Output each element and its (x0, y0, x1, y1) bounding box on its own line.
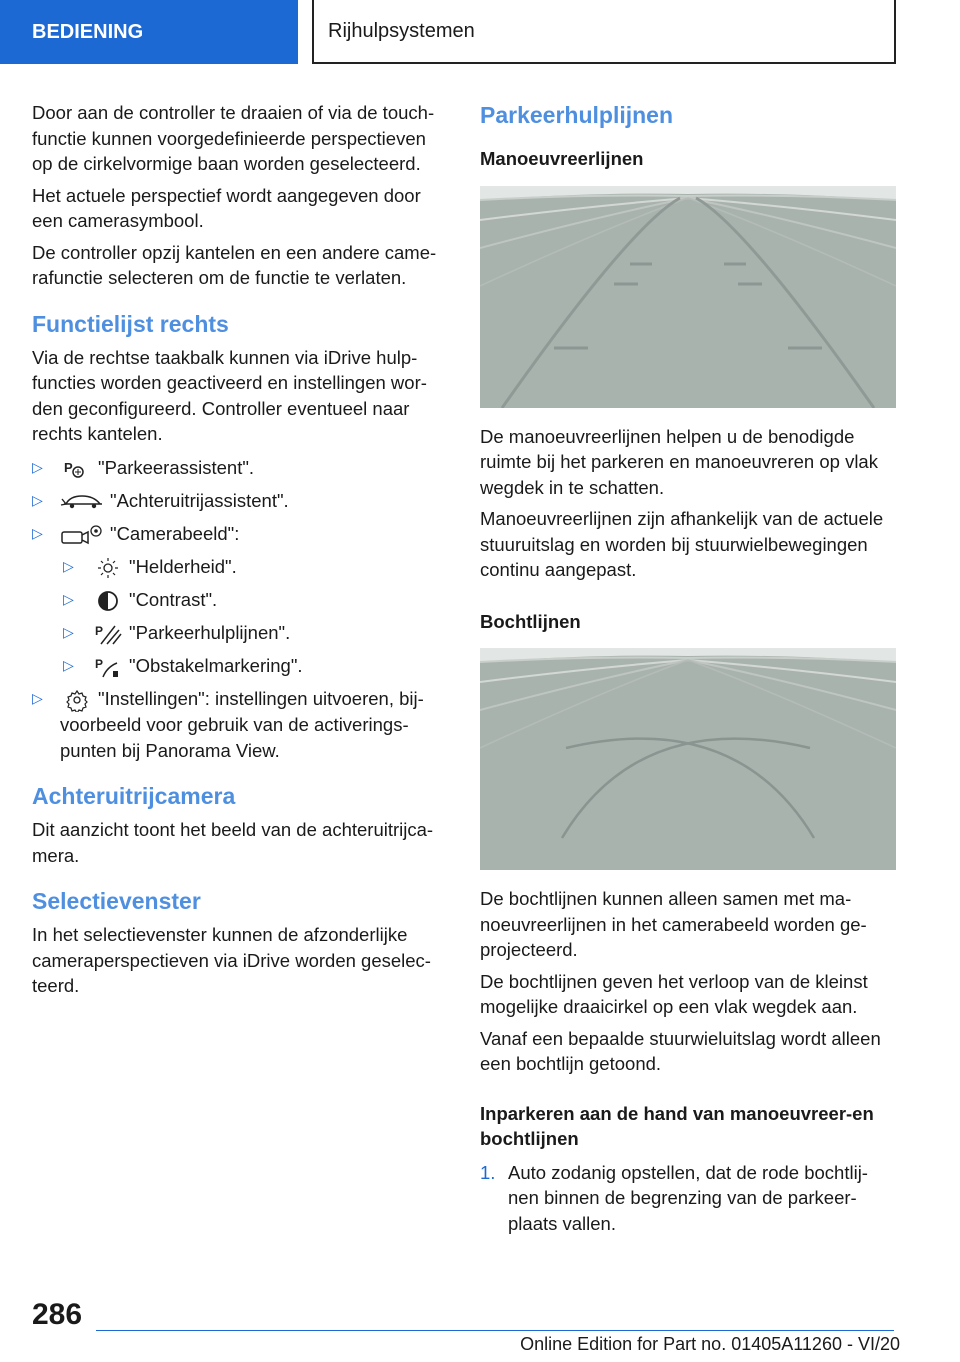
curve-lines-image (480, 648, 896, 870)
footer-edition: Online Edition for Part no. 01405A11260 - VI/20 (520, 1334, 900, 1354)
heading-selectievenster: Selectievenster (32, 888, 201, 915)
item-label: "Parkeerassistent". (98, 456, 255, 478)
manoeuvre-lines-image (480, 186, 896, 408)
bullet-marker: ▷ (32, 690, 43, 707)
list-item (63, 554, 450, 580)
bullet-marker: ▷ (32, 524, 43, 541)
list-item (32, 686, 450, 763)
paragraph: Het actuele perspectief wordt aangegeven door een camerasymbool. (32, 184, 421, 231)
settings-icon (60, 688, 94, 712)
camera-view-icon (60, 523, 106, 547)
curve-lines-figure (480, 648, 896, 870)
footer-divider (96, 1330, 894, 1331)
reverse-assistant-icon (60, 490, 106, 514)
item-label: "Camerabeeld": (110, 522, 240, 544)
bullet-marker: ▷ (63, 590, 74, 607)
paragraph: De manoeuvreerlijnen helpen u de benodigde ruimte bij het parkeren en manoeuvreren op vlak wegdek in te schatten. (480, 425, 878, 498)
paragraph: Vanaf een bepaalde stuurwieluitslag wordt alleen een bochtlijn getoond. (480, 1027, 881, 1074)
heading-bochtlijnen: Bochtlijnen (480, 610, 581, 632)
paragraph: Manoeuvreerlijnen zijn afhankelijk van de actuele stuuruitslag en worden bij stuurwielbewegingen continu aangepast. (480, 508, 884, 580)
paragraph: Door aan de controller te draaien of via de touch-functie kunnen voorgedefinieerde perspectieven op de cirkelvormige baan worden geselecteerd. (32, 102, 435, 174)
paragraph: De controller opzij kantelen en een andere came-rafunctie selecteren om de functie te verlaten. (32, 241, 437, 288)
list-item (32, 455, 450, 481)
contrast-icon (91, 589, 125, 613)
bullet-marker: ▷ (32, 491, 43, 508)
parking-lines-icon (91, 622, 125, 646)
paragraph: Via de rechtse taakbalk kunnen via iDrive hulp-functies worden geactiveerd en instellingen wor-den geconfigureerd. Controller eventueel naar rechts kantelen. (32, 346, 427, 444)
svg-text:P: P (95, 657, 104, 672)
list-item (63, 653, 450, 679)
paragraph: In het selectievenster kunnen de afzonderlijke cameraperspectieven via iDrive worden geselec-teerd. (32, 924, 431, 997)
item-label: "Obstakelmarkering". (129, 655, 303, 677)
item-label: "Contrast". (129, 588, 218, 610)
heading-inparkeren: Inparkeren aan de hand van manoeuvreer-en bochtlijnen (480, 1102, 874, 1149)
item-label: "Achteruitrijassistent". (110, 489, 289, 511)
step-number: 1. (480, 1161, 496, 1183)
paragraph: Dit aanzicht toont het beeld van de achteruitrijca-mera. (32, 819, 434, 866)
bullet-marker: ▷ (63, 624, 74, 641)
heading-parkeerhulplijnen: Parkeerhulplijnen (480, 102, 674, 128)
bullet-marker: ▷ (63, 557, 74, 574)
bullet-marker: ▷ (32, 458, 43, 475)
heading-functielijst: Functielijst rechts (32, 310, 229, 337)
paragraph: De bochtlijnen geven het verloop van de kleinst mogelijke draaicirkel op een vlak wegdek aan. (480, 970, 868, 1017)
item-label: "Instellingen": instellingen uitvoeren, bij-voorbeeld voor gebruik van de activerings-punten bij Panorama View. (60, 688, 424, 761)
list-item (63, 620, 450, 646)
left-column (32, 100, 450, 1005)
svg-text:P: P (95, 624, 104, 639)
step-text: Auto zodanig opstellen, dat de rode bochtlij-nen binnen de begrenzing van de parkeer-plaats vallen. (508, 1161, 868, 1234)
parking-assistant-icon (60, 457, 94, 481)
svg-text:P: P (64, 459, 73, 475)
chapter-title: Rijhulpsystemen (312, 0, 896, 64)
obstacle-marking-icon (91, 655, 125, 679)
paragraph: De bochtlijnen kunnen alleen samen met ma-noeuvreerlijnen in het camerabeeld worden ge-projecteerd. (480, 888, 867, 960)
list-item (32, 521, 450, 547)
item-label: "Helderheid". (129, 555, 237, 577)
list-item (32, 488, 450, 514)
right-column (480, 100, 896, 1243)
bullet-marker: ▷ (63, 657, 74, 674)
heading-achteruitrijcamera: Achteruitrijcamera (32, 783, 236, 810)
list-item (480, 1160, 896, 1237)
item-label: "Parkeerhulplijnen". (129, 622, 291, 644)
list-item (63, 587, 450, 613)
heading-manoeuvreerlijnen: Manoeuvreerlijnen (480, 148, 644, 169)
brightness-icon (91, 556, 125, 580)
section-tab: BEDIENING (0, 0, 298, 64)
manoeuvre-lines-figure (480, 186, 896, 408)
page-number: 286 (32, 1298, 83, 1331)
